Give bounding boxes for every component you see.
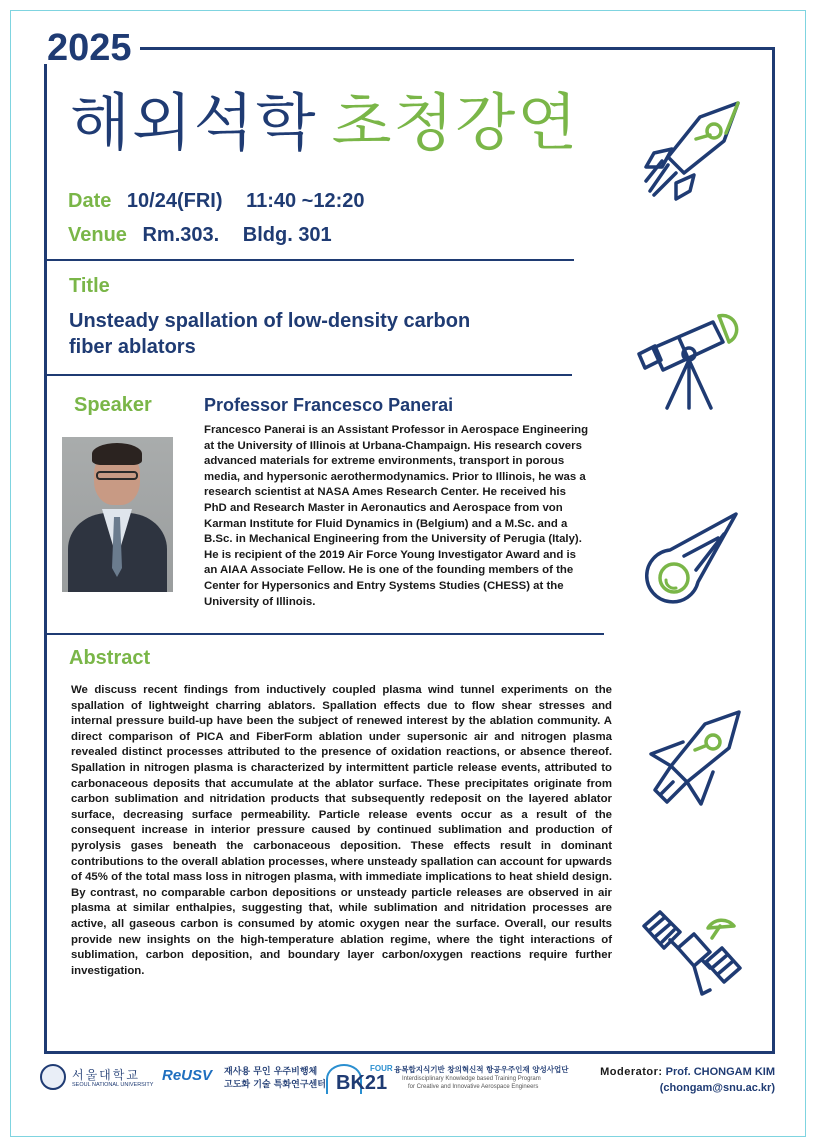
title-label: Title [69,275,110,297]
moderator-email[interactable]: (chongam@snu.ac.kr) [659,1082,775,1094]
date-value: 10/24(FRI) [126,190,223,212]
venue-line [68,224,332,247]
moderator-name: Prof. CHONGAM KIM [665,1066,775,1078]
bk21-mark: BK21 [336,1072,388,1094]
moderator-label: Moderator: [600,1066,663,1078]
time-value: 11:40 ~12:20 [246,190,365,212]
year-label: 2025 [47,27,132,69]
reusv-text-1: 재사용 무인 우주비행체 [224,1067,318,1077]
comet-icon [640,510,740,610]
bk21-text-en2: for Creative and Innovative Aerospace Engineers [408,1084,539,1090]
speaker-name: Professor Francesco Panerai [204,395,454,415]
divider [44,633,604,635]
snu-seal-icon [40,1064,66,1090]
title-blue: 해외석학 [70,86,318,159]
abstract-label: Abstract [69,647,151,669]
talk-title-line2: fiber ablators [69,336,196,358]
moderator-info [585,1064,775,1096]
rocket-icon [640,95,750,205]
snu-logo [40,1064,160,1092]
snu-name-ko: 서울대학교 [72,1068,140,1082]
telescope-icon [633,302,743,414]
reusv-logo [162,1063,326,1093]
speaker-photo [62,437,173,592]
snu-name-en: SEOUL NATIONAL UNIVERSITY [72,1082,154,1088]
room-value: Rm.303. [142,224,220,246]
page-title [70,88,579,158]
abstract-text: We discuss recent findings from inductively coupled plasma wind tunnel experiments on the spallation of lightweight charring ablators. Spallation effects due to flow shear stresses and internal pressure build-up have been the subject of renewed interest by the ablation community. A direct comparison of PICA and FiberForm ablation under supersonic air and nitrogen plasma revealed distinct processes attributed to the presence of oxidation reactions, or absence thereof. Spallation in nitrogen plasma is characterized by intermittent particle release events, attributed to carbonaceous deposits that accumulate at the ablator surface. These precipitates originate from carbon sublimation and nitridation products that subsequently redeposit on the layered ablator surface, decreasing surface permeability. Particle release events occur as a result of the consequent increase in interior pressure caused by continued sublimation and production of pyrolysis gases beneath the carbonaceous deposition. These effects result in dominant contributions to the overall ablation processes, where unsteady spallation can account for upwards of 45% of the total mass loss in nitrogen plasma, with immediate implications to heat shield design. By contrast, no comparable carbon depositions or unsteady particle releases are observed in air plasma at similar enthalpies, suggesting that, while sublimation and nitridation processes are active, all gaseous carbon is consumed by atomic oxygen near the surface. Overall, our results provide new insights on the high-temperature ablation regime, where the tight interactions of sublimation, carbon deposition, and boundary layer carbon/oxygen reactions require further investigation. [71,684,612,977]
space-shuttle-icon [643,706,747,814]
bk21-text-en1: Interdisciplinary Knowledge based Training Program [402,1076,541,1082]
speaker-bio: Francesco Panerai is an Assistant Professor in Aerospace Engineering at the University of Illinois at Urbana-Champaign. His research covers advanced materials for extreme environments, transport in porous media, and hypersonic aerothermodynamics. Prior to Illinois, he was a research scientist at NASA Ames Research Center. He received his PhD and Research Master in Aeronautics and Aerospace from von Karman Institute for Fluid Dynamics in (Belgium) and a M.Sc. and a B.Sc. in Mechanical Engineering from the University of Perugia (Italy). He is recipient of the 2019 Air Force Young Investigator Award and is an AIAA Associate Fellow. He is one of the founding members of the Center for Hypersonics and Entry Systems Studies (CHESS) at the University of Illinois. [204,424,589,608]
title-green: 초청강연 [331,86,580,159]
bk21-text-ko: 융복합지식기반 창의혁신적 항공우주인재 양성사업단 [394,1065,569,1074]
bk21-logo [326,1062,586,1096]
bk21-four: FOUR [370,1064,393,1073]
talk-title-line1: Unsteady spallation of low-density carbon [69,310,471,332]
date-label: Date [68,190,112,212]
venue-label: Venue [68,224,127,246]
date-line [68,190,365,213]
reusv-mark: ReUSV [162,1067,213,1084]
reusv-text-2: 고도화 기술 특화연구센터 [224,1080,326,1090]
building-value: Bldg. 301 [242,224,332,246]
satellite-icon [636,906,744,1018]
speaker-label: Speaker [74,394,152,416]
divider [44,374,572,376]
divider [44,259,574,261]
talk-title [69,308,549,360]
